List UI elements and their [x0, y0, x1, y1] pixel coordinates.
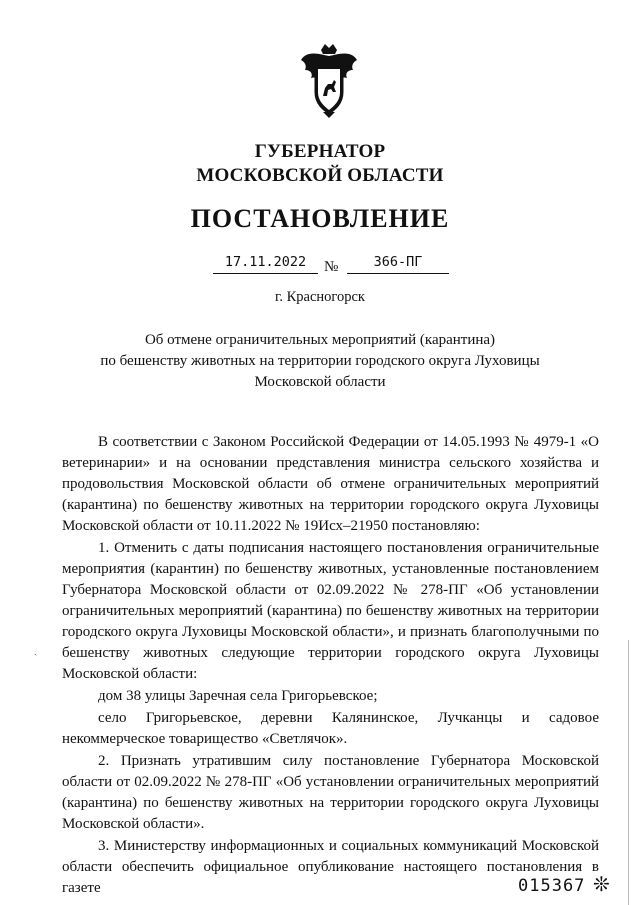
preamble-paragraph: В соответствии с Законом Российской Федерации от 14.05.1993 № 4979-1 «О ветеринарии» и на основании представления министра сельского хозяйства и продовольствия Московской области об отмене ограничительных мероприятий (карантина) по бешенству животных на территории городского округа Луховицы Московской области от 10.11.2022 № 19Исх–21950 постановляю: [62, 434, 599, 534]
form-serial-number: 015367 [518, 876, 586, 896]
issue-place: г. Красногорск [275, 289, 365, 305]
document-title [0, 330, 640, 393]
document-title-line: Московской области [254, 374, 386, 390]
margin-mark: ˎ [34, 645, 38, 656]
number-sign: № [324, 259, 339, 275]
authority-line-2: МОСКОВСКОЙ ОБЛАСТИ [196, 165, 444, 186]
document-date-field: 17.11.2022 [213, 253, 318, 274]
territory-item-2: село Григорьевское, деревни Калянинское, Лучканцы и садовое некоммерческое товарищество «Светлячок». [62, 710, 599, 747]
serial-star-icon: ❊ [593, 874, 610, 896]
document-body [62, 432, 599, 900]
document-title-line: по бешенству животных на территории городского округа Луховицы [100, 353, 540, 369]
territory-item-1: дом 38 улицы Заречная села Григорьевское; [98, 688, 378, 704]
issuing-authority [0, 140, 640, 188]
clause-3-paragraph: 3. Министерству информационных и социальных коммуникаций Московской области обеспечить официальное опубликование настоящего постановления в газете [62, 838, 599, 896]
document-title-line: Об отмене ограничительных мероприятий (карантина) [144, 332, 496, 348]
moscow-oblast-coat-of-arms-icon [297, 40, 361, 120]
authority-line-1: ГУБЕРНАТОР [254, 141, 386, 162]
document-number-field: 366-ПГ [347, 253, 449, 274]
clause-2-paragraph: 2. Признать утратившим силу постановление Губернатора Московской области от 02.09.2022 № 278-ПГ «Об установлении ограничительных мероприятий (карантина) по бешенству животных на территории городского округа Луховицы Московской области». [62, 753, 599, 832]
scan-edge-line [628, 640, 629, 905]
clause-1-paragraph: 1. Отменить с даты подписания настоящего постановления ограничительные мероприятия (карантин) по бешенству животных, установленные постановлением Губернатора Московской области от 02.09.2022 № 278-ПГ «Об установлении ограничительных мероприятий (карантина) по бешенству животных на территории городского округа Луховицы Московской области», и признать благополучными по бешенству животных следующие территории городского округа Луховицы Московской области: [62, 540, 599, 682]
document-type-heading: ПОСТАНОВЛЕНИЕ [190, 204, 450, 233]
